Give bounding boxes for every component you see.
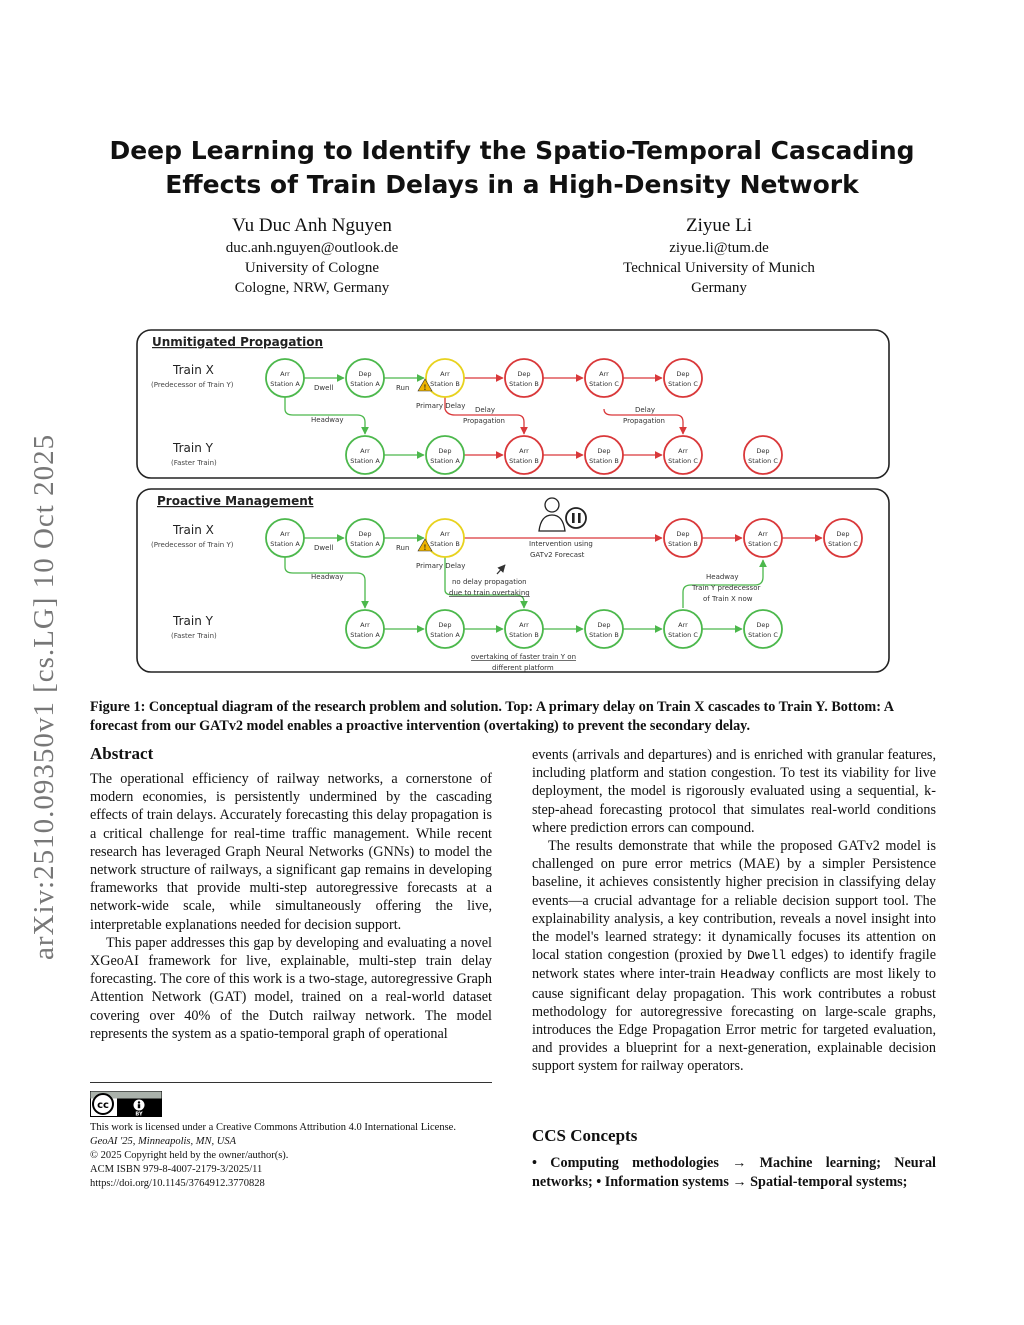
node-circle [505, 359, 543, 397]
node-label: Arr [678, 447, 688, 455]
run-label: Run [396, 384, 410, 392]
node-label: Station C [589, 380, 619, 388]
run-label: Run [396, 544, 410, 552]
node-label: Station B [509, 457, 539, 465]
node-label: Station A [350, 380, 380, 388]
train-y-label: Train Y [173, 614, 213, 628]
node-label: Station C [668, 631, 698, 639]
dwell-label: Dwell [314, 384, 334, 392]
node-label: Dep [597, 447, 611, 455]
node-circle [346, 610, 384, 648]
code-term: Headway [720, 967, 775, 983]
node-label: Dep [438, 621, 452, 629]
node-circle [744, 436, 782, 474]
node-circle [505, 610, 543, 648]
license-text: This work is licensed under a Creative Commons Attribution 4.0 International License. [90, 1122, 456, 1133]
train-x-node [266, 359, 304, 397]
train-y-node [505, 436, 543, 474]
node-circle [744, 610, 782, 648]
ccs-heading: CCS Concepts [532, 1126, 638, 1145]
headway-label: Headway [706, 573, 739, 581]
node-label: Station A [270, 380, 300, 388]
node-label: Dep [358, 370, 372, 378]
no-delay-label: no delay propagation [452, 578, 527, 586]
node-label: Station C [748, 631, 778, 639]
node-label: Station B [430, 380, 460, 388]
node-label: Dep [358, 530, 372, 538]
node-circle [744, 519, 782, 557]
node-circle [664, 519, 702, 557]
overtaking-label: overtaking of faster train Y on [471, 653, 577, 661]
panel-bottom-heading: Proactive Management [157, 494, 314, 508]
dwell-label: Dwell [314, 544, 334, 552]
right-column [532, 746, 936, 1076]
author-name: Ziyue Li [686, 215, 752, 236]
node-circle [346, 519, 384, 557]
abstract-paragraph: events (arrivals and departures) and is enriched with granular features, including platform and station congestion. To test its viability for live deployment, the model is rigorously evaluated using a sequential, k-step-ahead forecasting protocol that simulates real-world conditions where prediction errors can compound. [532, 747, 936, 836]
train-x-node [505, 359, 543, 397]
author-location: Cologne, NRW, Germany [234, 280, 390, 296]
node-circle [664, 359, 702, 397]
node-label: Dep [676, 530, 690, 538]
node-circle [266, 519, 304, 557]
node-circle [585, 610, 623, 648]
node-circle [824, 519, 862, 557]
node-label: Station B [589, 631, 619, 639]
train-x-node [585, 359, 623, 397]
node-circle [266, 359, 304, 397]
train-y-node [346, 610, 384, 648]
node-label: Station B [430, 540, 460, 548]
node-label: Dep [517, 370, 531, 378]
train-x-label: Train X [173, 363, 214, 377]
paper-title: Deep Learning to Identify the Spatio-Temporal Cascading Effects of Train Delays in a High-Density Network [109, 136, 915, 199]
node-label: Dep [438, 447, 452, 455]
divider [90, 1082, 492, 1083]
train-x-node [346, 359, 384, 397]
train-y-node [346, 436, 384, 474]
node-label: Station A [350, 457, 380, 465]
node-label: Station C [828, 540, 858, 548]
train-x-sublabel: (Predecessor of Train Y) [151, 541, 234, 549]
train-y-node [505, 610, 543, 648]
node-label: Station C [748, 540, 778, 548]
train-x-sublabel: (Predecessor of Train Y) [151, 381, 234, 389]
headway-arrow [285, 557, 365, 608]
author-block [554, 214, 884, 298]
node-label: Station A [430, 457, 460, 465]
author-email[interactable]: ziyue.li@tum.de [669, 240, 769, 256]
isbn-text: ACM ISBN 979-8-4007-2179-3/2025/11 [90, 1164, 263, 1175]
svg-text:!: ! [423, 383, 427, 392]
text-run: conflicts are most likely to cause significant delay propagation. This work contributes a robust methodology for autoregressive forecasting on large-scale graphs, introduces the Edge Propagation Error metric for targeted evaluation, and provides a blueprint for a next-generation, explainable decision support system for railway operators. [532, 966, 936, 1075]
node-label: Arr [440, 530, 450, 538]
node-circle [346, 359, 384, 397]
node-label: Arr [758, 530, 768, 538]
arxiv-identifier: arXiv:2510.09350v1 [cs.LG] 10 Oct 2025 [28, 433, 60, 960]
node-label: Station C [668, 380, 698, 388]
panel-top-heading: Unmitigated Propagation [152, 335, 324, 349]
node-label: Arr [360, 621, 370, 629]
node-label: Station B [509, 380, 539, 388]
author-block [147, 214, 477, 298]
node-label: Arr [360, 447, 370, 455]
headway-label: Headway [311, 416, 344, 424]
node-label: Station A [350, 631, 380, 639]
abstract-paragraph [532, 837, 936, 1076]
ccs-concepts [532, 1124, 936, 1192]
license-block [90, 1082, 492, 1191]
no-delay-label: due to train overtaking [449, 589, 530, 597]
train-y-sublabel: (Faster Train) [171, 632, 217, 640]
doi-link[interactable]: https://doi.org/10.1145/3764912.3770828 [90, 1178, 265, 1189]
train-y-node [426, 610, 464, 648]
text-run: edges) to identify fragile network states where inter-train [532, 947, 937, 983]
train-y-node [585, 436, 623, 474]
primary-delay-label: Primary Delay [416, 402, 466, 410]
abstract-paragraph: This paper addresses this gap by developing and evaluating a novel XGeoAI framework for live, explainable, multi-step train delay forecasting. The core of this work is a two-stage, autoregressive Graph Attention Network (GAT) model, trained on a real-world dataset covering over 40% of the Dutch railway network. The model represents the system as a spatio-temporal graph of operational [90, 934, 492, 1042]
node-label: Station A [270, 540, 300, 548]
propagation-label: Propagation [623, 417, 665, 425]
primary-delay-label: Primary Delay [416, 562, 466, 570]
node-label: Arr [519, 621, 529, 629]
node-circle [426, 436, 464, 474]
cc-badge-text: cc [97, 1100, 109, 1111]
node-label: Station C [748, 457, 778, 465]
train-x-node [664, 519, 702, 557]
train-x-node [824, 519, 862, 557]
node-circle [505, 436, 543, 474]
node-label: Arr [440, 370, 450, 378]
delay-label: Delay [475, 406, 496, 414]
author-name: Vu Duc Anh Nguyen [232, 215, 392, 236]
by-badge-text: BY [135, 1111, 143, 1117]
node-circle [426, 610, 464, 648]
figure-caption: Figure 1: Conceptual diagram of the research problem and solution. Top: A primary delay on Train X cascades to Train Y. Bottom: A forecast from our GATv2 model enables a proactive intervention (overtaking) to prevent the secondary delay. [90, 699, 894, 734]
node-label: Dep [756, 621, 770, 629]
author-affiliation: Technical University of Munich [623, 260, 815, 276]
train-y-node [744, 610, 782, 648]
train-y-node [426, 436, 464, 474]
venue-text: GeoAI '25, Minneapolis, MN, USA [90, 1136, 237, 1147]
pause-icon [566, 508, 586, 528]
node-label: Arr [599, 370, 609, 378]
svg-text:!: ! [423, 543, 427, 552]
train-y-node [664, 610, 702, 648]
train-x-node [346, 519, 384, 557]
train-y-sublabel: (Faster Train) [171, 459, 217, 467]
train-x-label: Train X [173, 523, 214, 537]
operator-icon [539, 498, 565, 531]
overtaking-label: different platform [492, 664, 554, 672]
train-y-node [664, 436, 702, 474]
node-label: Station A [350, 540, 380, 548]
node-label: Arr [280, 530, 290, 538]
headway-note: of Train X now [703, 595, 753, 603]
node-label: Arr [519, 447, 529, 455]
node-label: Dep [756, 447, 770, 455]
node-label: Dep [836, 530, 850, 538]
author-affiliation: University of Cologne [244, 260, 380, 276]
node-circle [664, 436, 702, 474]
headway-note: Train Y predecessor [692, 584, 761, 592]
train-x-node [664, 359, 702, 397]
intervention-label: GATv2 Forecast [530, 551, 585, 559]
intervention-label: Intervention using [529, 540, 593, 548]
author-email[interactable]: duc.anh.nguyen@outlook.de [225, 240, 399, 256]
node-circle [346, 436, 384, 474]
train-x-node [266, 519, 304, 557]
node-label: Station B [509, 631, 539, 639]
train-y-node [585, 610, 623, 648]
delay-label: Delay [635, 406, 656, 414]
node-circle [585, 436, 623, 474]
node-circle [585, 359, 623, 397]
node-label: Dep [676, 370, 690, 378]
node-label: Arr [678, 621, 688, 629]
node-label: Station B [589, 457, 619, 465]
ccs-text: • Computing methodologies → Machine learning; Neural networks; • Information systems → Spatial-temporal systems; [532, 1155, 936, 1190]
abstract-heading: Abstract [90, 744, 154, 763]
headway-label: Headway [311, 573, 344, 581]
code-term: Dwell [747, 948, 787, 964]
figure-diagram [135, 327, 891, 675]
train-y-label: Train Y [173, 441, 213, 455]
cc-by-badge-icon[interactable] [90, 1091, 162, 1117]
node-label: Station A [430, 631, 460, 639]
text-run: The results demonstrate that while the proposed GATv2 model is challenged on pure error metrics (MAE) by a simpler Persistence baseline, it achieves consistently higher precision in classifying delay events—a crucial advantage for a reliable decision support tool. The explainability analysis, a key contribution, reveals a novel insight into the model's learned strategy: it dynamically focuses its attention on local station congestion (proxied by [532, 838, 936, 964]
node-circle [664, 610, 702, 648]
node-label: Station B [668, 540, 698, 548]
forecast-pointer [497, 565, 505, 574]
node-label: Arr [280, 370, 290, 378]
copyright-text: © 2025 Copyright held by the owner/author(s). [90, 1150, 289, 1161]
abstract-paragraph: The operational efficiency of railway networks, a cornerstone of modern economies, is persistently undermined by the cascading effects of train delays. Accurately forecasting this delay propagation is a critical challenge for real-time traffic management. While recent research has leveraged Graph Neural Networks (GNNs) to model the network structure of railways, a significant gap remains in developing frameworks that provide multi-step autoregressive forecasts at a network-wide scale, while simultaneously offering the live, interpretable explanations needed for decision support. [90, 771, 492, 933]
train-y-node [744, 436, 782, 474]
node-label: Station C [668, 457, 698, 465]
author-location: Germany [691, 280, 747, 296]
train-x-node [744, 519, 782, 557]
propagation-label: Propagation [463, 417, 505, 425]
node-label: Dep [597, 621, 611, 629]
left-column [90, 742, 492, 1043]
